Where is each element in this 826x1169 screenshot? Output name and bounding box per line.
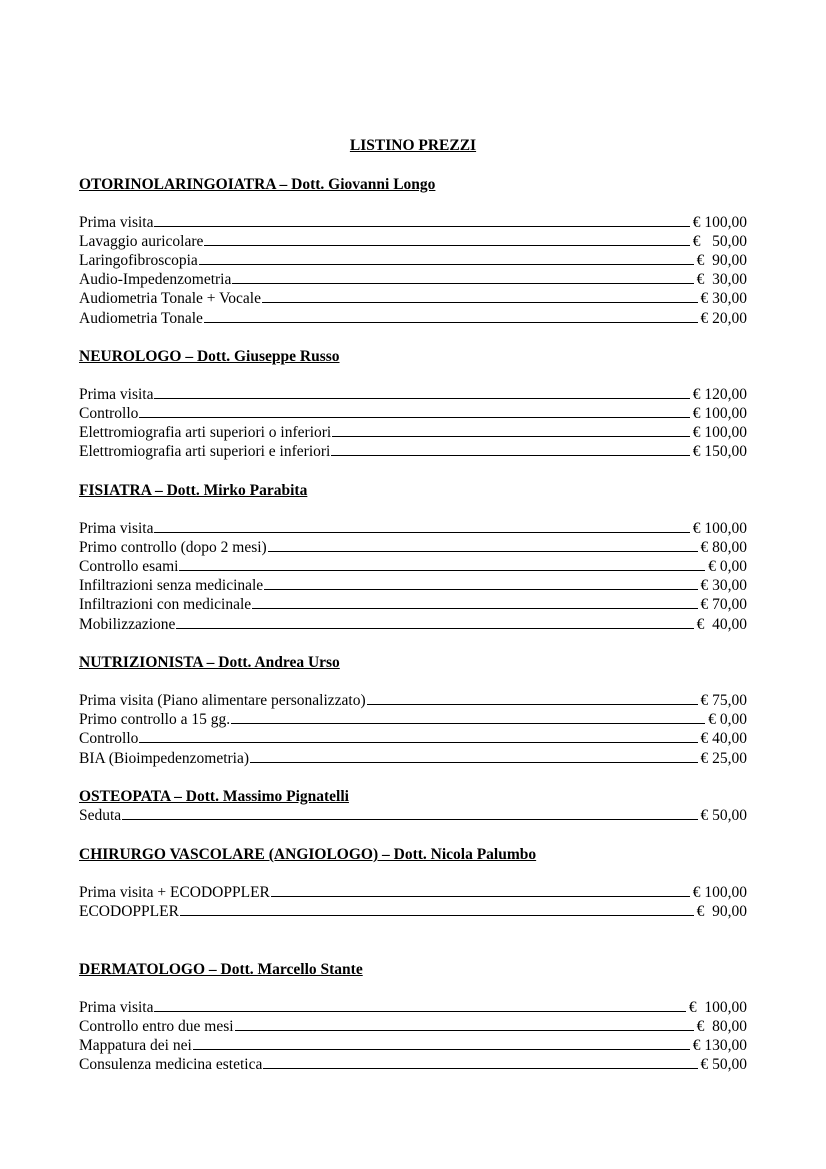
price-row (79, 271, 747, 290)
price-row (79, 999, 747, 1018)
leader-line (252, 596, 697, 609)
service-price: € 0,00 (708, 711, 747, 728)
service-label: Controllo esami (79, 558, 179, 575)
price-row (79, 884, 747, 903)
price-row (79, 386, 747, 405)
price-row (79, 807, 747, 826)
leader-line (235, 1018, 694, 1031)
service-price: € 100,00 (692, 424, 747, 441)
leader-line (204, 310, 698, 323)
service-price: € 20,00 (700, 310, 747, 327)
price-row (79, 750, 747, 769)
service-label: Prima visita (79, 999, 154, 1016)
section-heading: OSTEOPATA – Dott. Massimo Pignatelli (79, 788, 349, 805)
service-price: € 100,00 (692, 884, 747, 901)
service-price: € 50,00 (700, 807, 747, 824)
leader-line (176, 616, 693, 629)
service-price: € 40,00 (696, 616, 747, 633)
price-row (79, 903, 747, 922)
service-price: € 70,00 (700, 596, 747, 613)
leader-line (179, 558, 705, 571)
leader-line (263, 1056, 697, 1069)
service-price: € 30,00 (700, 290, 747, 307)
service-label: Audio-Impedenzometria (79, 271, 232, 288)
service-price: € 30,00 (700, 577, 747, 594)
service-label: Infiltrazioni con medicinale (79, 596, 252, 613)
service-label: Mappatura dei nei (79, 1037, 192, 1054)
leader-line (193, 1037, 690, 1050)
service-price: € 25,00 (700, 750, 747, 767)
service-label: Prima visita (79, 214, 154, 231)
service-label: Consulenza medicina estetica (79, 1056, 263, 1073)
leader-line (139, 405, 689, 418)
service-price: € 120,00 (692, 386, 747, 403)
service-label: Controllo (79, 405, 139, 422)
service-price: € 130,00 (692, 1037, 747, 1054)
price-row (79, 730, 747, 749)
price-row (79, 405, 747, 424)
price-row (79, 1056, 747, 1075)
leader-line (262, 290, 698, 303)
service-price: € 50,00 (692, 233, 747, 250)
section-heading: FISIATRA – Dott. Mirko Parabita (79, 482, 308, 499)
leader-line (122, 807, 697, 820)
service-price: € 0,00 (708, 558, 747, 575)
service-label: Elettromiografia arti superiori e inferiori (79, 443, 331, 460)
price-row (79, 233, 747, 252)
service-label: Controllo (79, 730, 139, 747)
service-price: € 100,00 (688, 999, 747, 1016)
section-heading: NEUROLOGO – Dott. Giuseppe Russo (79, 348, 340, 365)
price-row (79, 214, 747, 233)
service-label: Prima visita + ECODOPPLER (79, 884, 270, 901)
service-label: Infiltrazioni senza medicinale (79, 577, 264, 594)
service-label: Prima visita (79, 386, 154, 403)
leader-line (154, 386, 689, 399)
leader-line (250, 750, 697, 763)
leader-line (332, 424, 690, 437)
service-label: Laringofibroscopia (79, 252, 198, 269)
section-heading: CHIRURGO VASCOLARE (ANGIOLOGO) – Dott. Nicola Palumbo (79, 846, 537, 863)
service-label: Audiometria Tonale + Vocale (79, 290, 261, 307)
price-row (79, 310, 747, 329)
leader-line (204, 233, 689, 246)
leader-line (268, 539, 698, 552)
price-row (79, 424, 747, 443)
service-price: € 100,00 (692, 520, 747, 537)
price-row (79, 596, 747, 615)
service-price: € 150,00 (692, 443, 747, 460)
service-label: Audiometria Tonale (79, 310, 203, 327)
service-label: Seduta (79, 807, 122, 824)
service-price: € 100,00 (692, 405, 747, 422)
service-price: € 75,00 (700, 692, 747, 709)
price-row (79, 443, 747, 462)
price-row (79, 290, 747, 309)
service-label: Primo controllo a 15 gg. (79, 711, 231, 728)
price-row (79, 711, 747, 730)
service-label: Primo controllo (dopo 2 mesi) (79, 539, 267, 556)
price-row (79, 616, 747, 635)
price-row (79, 539, 747, 558)
leader-line (154, 999, 685, 1012)
leader-line (232, 271, 693, 284)
service-label: ECODOPPLER (79, 903, 179, 920)
price-row (79, 1018, 747, 1037)
service-price: € 80,00 (696, 1018, 747, 1035)
service-label: Prima visita (79, 520, 154, 537)
price-row (79, 520, 747, 539)
price-row (79, 577, 747, 596)
price-row (79, 558, 747, 577)
page-title: LISTINO PREZZI (349, 137, 477, 154)
section-heading: OTORINOLARINGOIATRA – Dott. Giovanni Longo (79, 176, 436, 193)
service-price: € 40,00 (700, 730, 747, 747)
section-heading: DERMATOLOGO – Dott. Marcello Stante (79, 961, 363, 978)
service-label: Prima visita (Piano alimentare personalizzato) (79, 692, 366, 709)
leader-line (139, 730, 697, 743)
service-price: € 50,00 (700, 1056, 747, 1073)
leader-line (231, 711, 705, 724)
service-price: € 90,00 (696, 252, 747, 269)
service-price: € 100,00 (692, 214, 747, 231)
service-label: Mobilizzazione (79, 616, 176, 633)
service-label: Lavaggio auricolare (79, 233, 204, 250)
leader-line (331, 443, 689, 456)
leader-line (154, 214, 689, 227)
leader-line (271, 884, 690, 897)
price-row (79, 252, 747, 271)
section-heading: NUTRIZIONISTA – Dott. Andrea Urso (79, 654, 340, 671)
leader-line (199, 252, 694, 265)
price-row (79, 1037, 747, 1056)
price-row (79, 692, 747, 711)
leader-line (367, 692, 698, 705)
leader-line (154, 520, 689, 533)
service-price: € 90,00 (696, 903, 747, 920)
service-label: Controllo entro due mesi (79, 1018, 234, 1035)
service-label: Elettromiografia arti superiori o inferiori (79, 424, 332, 441)
leader-line (180, 903, 694, 916)
service-price: € 30,00 (696, 271, 747, 288)
leader-line (264, 577, 697, 590)
service-price: € 80,00 (700, 539, 747, 556)
service-label: BIA (Bioimpedenzometria) (79, 750, 250, 767)
